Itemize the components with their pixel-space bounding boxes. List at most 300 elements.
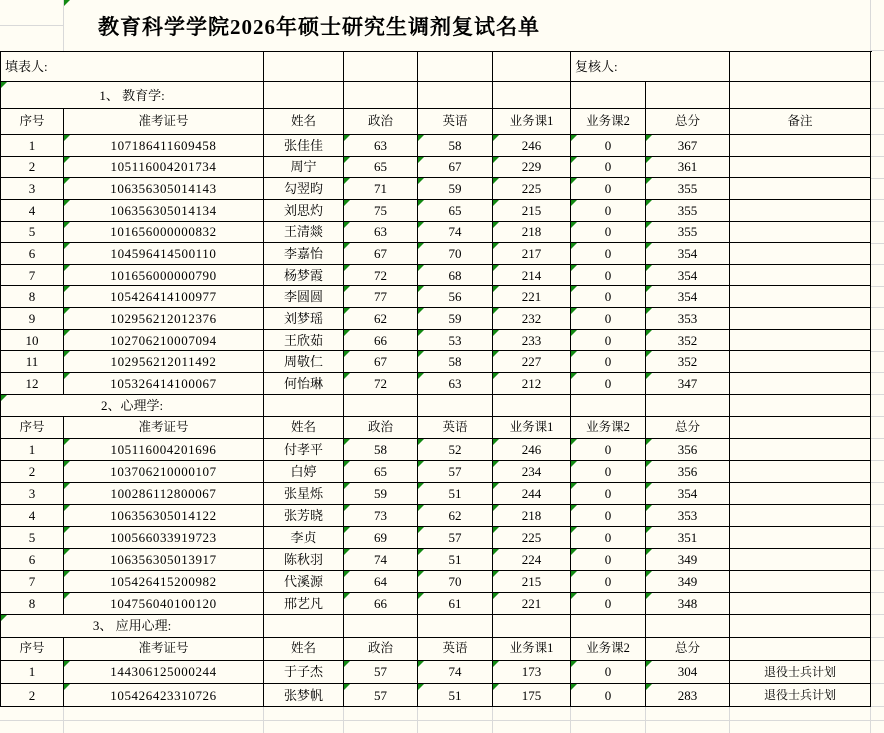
empty-cell[interactable] <box>571 395 646 417</box>
english-score-cell[interactable] <box>418 527 493 549</box>
course2-score-cell[interactable] <box>571 157 646 179</box>
course2-score-cell[interactable] <box>571 661 646 684</box>
total-score-cell[interactable] <box>646 571 730 593</box>
column-header-cell[interactable] <box>1 638 64 661</box>
total-score-cell-text: 356 <box>677 441 698 457</box>
remark-cell[interactable] <box>730 265 871 287</box>
course1-score-cell[interactable] <box>493 483 571 505</box>
english-score-cell[interactable] <box>418 265 493 287</box>
english-score-cell[interactable] <box>418 684 493 707</box>
index-cell[interactable] <box>1 527 64 549</box>
column-header-cell[interactable] <box>64 638 264 661</box>
course1-score-cell[interactable] <box>493 351 571 373</box>
course2-score-cell[interactable] <box>571 439 646 461</box>
error-triangle-icon <box>344 461 350 467</box>
error-triangle-icon <box>571 505 577 511</box>
exam-id-cell[interactable] <box>64 222 264 244</box>
course2-score-cell[interactable] <box>571 200 646 222</box>
empty-cell[interactable] <box>646 615 730 638</box>
politics-score-cell[interactable] <box>344 505 418 527</box>
total-score-cell[interactable] <box>646 593 730 615</box>
table-row <box>1 243 872 265</box>
exam-id-cell[interactable] <box>64 351 264 373</box>
name-cell[interactable] <box>264 135 344 157</box>
name-cell[interactable] <box>264 222 344 244</box>
column-header-cell[interactable] <box>646 109 730 135</box>
index-cell[interactable] <box>1 243 64 265</box>
total-score-cell[interactable] <box>646 178 730 200</box>
exam-id-cell[interactable] <box>64 330 264 352</box>
politics-score-cell[interactable] <box>344 200 418 222</box>
course2-score-cell[interactable] <box>571 222 646 244</box>
name-cell[interactable] <box>264 684 344 707</box>
name-cell[interactable] <box>264 461 344 483</box>
exam-id-cell[interactable] <box>64 178 264 200</box>
remark-cell[interactable] <box>730 483 871 505</box>
course2-score-cell[interactable] <box>571 684 646 707</box>
politics-score-cell[interactable] <box>344 308 418 330</box>
course1-score-cell-text: 246 <box>521 441 542 457</box>
remark-cell[interactable] <box>730 373 871 395</box>
index-cell-text: 2 <box>28 687 36 703</box>
exam-id-cell[interactable] <box>64 461 264 483</box>
course1-score-cell[interactable] <box>493 373 571 395</box>
name-cell[interactable] <box>264 571 344 593</box>
remark-cell[interactable] <box>730 505 871 527</box>
exam-id-cell[interactable] <box>64 684 264 707</box>
column-header-cell[interactable] <box>571 417 646 439</box>
politics-score-cell-text: 65 <box>374 159 387 175</box>
name-cell[interactable] <box>264 243 344 265</box>
index-cell[interactable] <box>1 439 64 461</box>
name-cell[interactable] <box>264 330 344 352</box>
total-score-cell-text: 348 <box>677 595 698 611</box>
total-score-cell[interactable] <box>646 661 730 684</box>
empty-cell[interactable] <box>344 82 418 109</box>
course2-score-cell[interactable] <box>571 286 646 308</box>
error-triangle-icon <box>571 308 577 314</box>
politics-score-cell-text: 57 <box>374 687 387 703</box>
course2-score-cell-text: 0 <box>604 441 612 457</box>
course1-score-cell[interactable] <box>493 135 571 157</box>
remark-cell[interactable] <box>730 461 871 483</box>
politics-score-cell[interactable] <box>344 549 418 571</box>
exam-id-cell[interactable] <box>64 135 264 157</box>
remark-cell[interactable] <box>730 286 871 308</box>
index-cell[interactable] <box>1 593 64 615</box>
politics-score-cell[interactable] <box>344 373 418 395</box>
politics-score-cell[interactable] <box>344 222 418 244</box>
error-triangle-icon <box>493 178 499 184</box>
column-header-cell[interactable] <box>493 638 571 661</box>
exam-id-cell[interactable] <box>64 200 264 222</box>
reviewer-label-cell[interactable] <box>571 52 730 82</box>
empty-cell[interactable] <box>264 82 344 109</box>
exam-id-cell[interactable] <box>64 661 264 684</box>
exam-id-cell[interactable] <box>64 571 264 593</box>
total-score-cell[interactable] <box>646 505 730 527</box>
empty-cell[interactable] <box>418 615 493 638</box>
column-header-cell-text: 总分 <box>674 641 700 656</box>
error-triangle-icon <box>493 461 499 467</box>
remark-cell[interactable] <box>730 661 871 684</box>
course2-score-cell-text: 0 <box>604 310 612 326</box>
exam-id-cell-text: 106356305014143 <box>110 181 217 197</box>
empty-cell[interactable] <box>264 52 344 82</box>
empty-cell[interactable] <box>730 52 871 82</box>
column-header-cell-text: 准考证号 <box>138 419 189 434</box>
name-cell[interactable] <box>264 178 344 200</box>
course1-score-cell[interactable] <box>493 308 571 330</box>
course2-score-cell[interactable] <box>571 461 646 483</box>
name-cell[interactable] <box>264 351 344 373</box>
course2-score-cell[interactable] <box>571 373 646 395</box>
index-cell[interactable] <box>1 265 64 287</box>
politics-score-cell[interactable] <box>344 243 418 265</box>
index-cell[interactable] <box>1 351 64 373</box>
politics-score-cell[interactable] <box>344 593 418 615</box>
error-triangle-icon <box>418 461 424 467</box>
exam-id-cell[interactable] <box>64 308 264 330</box>
politics-score-cell[interactable] <box>344 439 418 461</box>
course1-score-cell[interactable] <box>493 286 571 308</box>
politics-score-cell-text: 72 <box>374 267 387 283</box>
total-score-cell[interactable] <box>646 549 730 571</box>
empty-cell[interactable] <box>730 615 871 638</box>
politics-score-cell[interactable] <box>344 178 418 200</box>
course1-score-cell[interactable] <box>493 439 571 461</box>
column-header-cell[interactable] <box>418 109 493 135</box>
course1-score-cell[interactable] <box>493 661 571 684</box>
course1-score-cell[interactable] <box>493 157 571 179</box>
course2-score-cell[interactable] <box>571 351 646 373</box>
index-cell[interactable] <box>1 330 64 352</box>
politics-score-cell[interactable] <box>344 461 418 483</box>
name-cell-text: 李贞 <box>290 529 317 545</box>
course1-score-cell[interactable] <box>493 330 571 352</box>
section-heading-cell[interactable] <box>1 615 264 638</box>
course1-score-cell[interactable] <box>493 684 571 707</box>
total-score-cell[interactable] <box>646 222 730 244</box>
english-score-cell[interactable] <box>418 286 493 308</box>
english-score-cell[interactable] <box>418 157 493 179</box>
empty-cell[interactable] <box>493 615 571 638</box>
politics-score-cell[interactable] <box>344 265 418 287</box>
total-score-cell[interactable] <box>646 286 730 308</box>
name-cell[interactable] <box>264 308 344 330</box>
error-triangle-icon <box>64 178 70 184</box>
english-score-cell[interactable] <box>418 549 493 571</box>
remark-cell[interactable] <box>730 571 871 593</box>
column-header-cell[interactable] <box>344 109 418 135</box>
gridline <box>871 482 884 483</box>
empty-cell[interactable] <box>493 52 571 82</box>
column-header-cell[interactable] <box>646 417 730 439</box>
course2-score-cell[interactable] <box>571 549 646 571</box>
total-score-cell[interactable] <box>646 461 730 483</box>
column-header-cell[interactable] <box>571 109 646 135</box>
english-score-cell[interactable] <box>418 135 493 157</box>
exam-id-cell[interactable] <box>64 157 264 179</box>
column-header-cell[interactable] <box>264 638 344 661</box>
exam-id-cell[interactable] <box>64 243 264 265</box>
course2-score-cell[interactable] <box>571 483 646 505</box>
english-score-cell-text: 70 <box>448 573 462 589</box>
error-triangle-icon <box>64 549 70 555</box>
remark-cell[interactable] <box>730 135 871 157</box>
name-cell[interactable] <box>264 373 344 395</box>
empty-cell[interactable] <box>344 395 418 417</box>
column-header-cell[interactable] <box>1 109 64 135</box>
course1-score-cell[interactable] <box>493 549 571 571</box>
english-score-cell[interactable] <box>418 373 493 395</box>
total-score-cell[interactable] <box>646 265 730 287</box>
english-score-cell[interactable] <box>418 439 493 461</box>
name-cell[interactable] <box>264 439 344 461</box>
index-cell[interactable] <box>1 483 64 505</box>
error-triangle-icon <box>64 222 70 228</box>
remark-cell[interactable] <box>730 200 871 222</box>
table-row <box>1 439 872 461</box>
remark-cell[interactable] <box>730 157 871 179</box>
politics-score-cell[interactable] <box>344 351 418 373</box>
english-score-cell-text: 59 <box>448 310 462 326</box>
total-score-cell[interactable] <box>646 200 730 222</box>
remark-cell[interactable] <box>730 549 871 571</box>
course1-score-cell[interactable] <box>493 178 571 200</box>
english-score-cell[interactable] <box>418 571 493 593</box>
politics-score-cell[interactable] <box>344 286 418 308</box>
exam-id-cell[interactable] <box>64 265 264 287</box>
politics-score-cell[interactable] <box>344 661 418 684</box>
course2-score-cell[interactable] <box>571 265 646 287</box>
course1-score-cell[interactable] <box>493 243 571 265</box>
english-score-cell-text: 65 <box>448 202 462 218</box>
course1-score-cell[interactable] <box>493 505 571 527</box>
english-score-cell-text: 51 <box>448 551 462 567</box>
exam-id-cell[interactable] <box>64 373 264 395</box>
index-cell[interactable] <box>1 684 64 707</box>
english-score-cell[interactable] <box>418 222 493 244</box>
politics-score-cell[interactable] <box>344 330 418 352</box>
course1-score-cell[interactable] <box>493 571 571 593</box>
column-header-cell[interactable] <box>344 417 418 439</box>
remark-cell[interactable] <box>730 351 871 373</box>
name-cell[interactable] <box>264 549 344 571</box>
index-cell[interactable] <box>1 373 64 395</box>
exam-id-cell[interactable] <box>64 593 264 615</box>
english-score-cell-text: 67 <box>448 159 462 175</box>
index-cell[interactable] <box>1 200 64 222</box>
name-cell[interactable] <box>264 505 344 527</box>
column-header-cell[interactable] <box>344 638 418 661</box>
index-cell[interactable] <box>1 178 64 200</box>
total-score-cell[interactable] <box>646 330 730 352</box>
course2-score-cell[interactable] <box>571 505 646 527</box>
name-cell[interactable] <box>264 661 344 684</box>
empty-cell[interactable] <box>418 52 493 82</box>
error-triangle-icon <box>646 135 652 141</box>
course2-score-cell[interactable] <box>571 135 646 157</box>
politics-score-cell[interactable] <box>344 684 418 707</box>
english-score-cell[interactable] <box>418 178 493 200</box>
error-triangle-icon <box>493 286 499 292</box>
index-cell[interactable] <box>1 461 64 483</box>
total-score-cell[interactable] <box>646 351 730 373</box>
total-score-cell[interactable] <box>646 243 730 265</box>
empty-cell[interactable] <box>730 395 871 417</box>
remark-cell[interactable] <box>730 684 871 707</box>
column-header-cell[interactable] <box>730 417 871 439</box>
total-score-cell-text: 355 <box>677 202 698 218</box>
total-score-cell[interactable] <box>646 308 730 330</box>
remark-cell[interactable] <box>730 330 871 352</box>
error-triangle-icon <box>571 549 577 555</box>
name-cell-text: 王欣茹 <box>283 332 323 348</box>
index-cell[interactable] <box>1 135 64 157</box>
remark-cell[interactable] <box>730 439 871 461</box>
column-header-cell[interactable] <box>264 109 344 135</box>
name-cell[interactable] <box>264 483 344 505</box>
index-cell[interactable] <box>1 549 64 571</box>
empty-cell[interactable] <box>730 82 871 109</box>
name-cell[interactable] <box>264 286 344 308</box>
name-cell[interactable] <box>264 200 344 222</box>
index-cell[interactable] <box>1 222 64 244</box>
course2-score-cell[interactable] <box>571 243 646 265</box>
course2-score-cell[interactable] <box>571 330 646 352</box>
english-score-cell[interactable] <box>418 308 493 330</box>
course1-score-cell[interactable] <box>493 222 571 244</box>
exam-id-cell[interactable] <box>64 549 264 571</box>
empty-cell[interactable] <box>264 615 344 638</box>
header-row <box>1 109 872 135</box>
course1-score-cell[interactable] <box>493 593 571 615</box>
exam-id-cell[interactable] <box>64 286 264 308</box>
column-header-cell[interactable] <box>418 417 493 439</box>
politics-score-cell[interactable] <box>344 483 418 505</box>
english-score-cell[interactable] <box>418 461 493 483</box>
column-header-cell[interactable] <box>1 417 64 439</box>
remark-cell[interactable] <box>730 243 871 265</box>
politics-score-cell[interactable] <box>344 135 418 157</box>
index-cell[interactable] <box>1 661 64 684</box>
course2-score-cell[interactable] <box>571 593 646 615</box>
index-cell[interactable] <box>1 308 64 330</box>
total-score-cell[interactable] <box>646 527 730 549</box>
remark-cell[interactable] <box>730 222 871 244</box>
empty-cell[interactable] <box>418 82 493 109</box>
remark-cell[interactable] <box>730 527 871 549</box>
english-score-cell[interactable] <box>418 505 493 527</box>
section-heading-cell[interactable] <box>1 82 264 109</box>
column-header-cell[interactable] <box>64 417 264 439</box>
total-score-cell[interactable] <box>646 439 730 461</box>
column-header-cell[interactable] <box>646 638 730 661</box>
column-header-cell[interactable] <box>264 417 344 439</box>
empty-cell[interactable] <box>493 82 571 109</box>
name-cell[interactable] <box>264 265 344 287</box>
index-cell[interactable] <box>1 571 64 593</box>
total-score-cell[interactable] <box>646 483 730 505</box>
empty-cell[interactable] <box>493 395 571 417</box>
english-score-cell[interactable] <box>418 243 493 265</box>
course2-score-cell[interactable] <box>571 178 646 200</box>
empty-cell[interactable] <box>646 395 730 417</box>
course2-score-cell[interactable] <box>571 527 646 549</box>
english-score-cell[interactable] <box>418 200 493 222</box>
column-header-cell[interactable] <box>730 638 871 661</box>
index-cell[interactable] <box>1 505 64 527</box>
course1-score-cell[interactable] <box>493 461 571 483</box>
english-score-cell[interactable] <box>418 483 493 505</box>
section-heading-row <box>1 395 872 417</box>
english-score-cell[interactable] <box>418 593 493 615</box>
empty-cell[interactable] <box>418 395 493 417</box>
english-score-cell[interactable] <box>418 330 493 352</box>
empty-cell[interactable] <box>646 82 730 109</box>
total-score-cell[interactable] <box>646 135 730 157</box>
column-header-cell[interactable] <box>418 638 493 661</box>
course1-score-cell[interactable] <box>493 527 571 549</box>
error-triangle-icon <box>571 571 577 577</box>
remark-cell[interactable] <box>730 308 871 330</box>
exam-id-cell[interactable] <box>64 527 264 549</box>
error-triangle-icon <box>64 0 70 6</box>
course1-score-cell[interactable] <box>493 265 571 287</box>
exam-id-cell-text: 100566033919723 <box>110 529 217 545</box>
total-score-cell[interactable] <box>646 373 730 395</box>
remark-cell[interactable] <box>730 178 871 200</box>
empty-cell[interactable] <box>344 615 418 638</box>
name-cell[interactable] <box>264 157 344 179</box>
empty-cell[interactable] <box>571 615 646 638</box>
exam-id-cell[interactable] <box>64 439 264 461</box>
section-heading-cell[interactable] <box>1 395 264 417</box>
error-triangle-icon <box>493 243 499 249</box>
column-header-cell[interactable] <box>64 109 264 135</box>
name-cell[interactable] <box>264 593 344 615</box>
politics-score-cell[interactable] <box>344 571 418 593</box>
english-score-cell[interactable] <box>418 661 493 684</box>
empty-cell[interactable] <box>264 395 344 417</box>
empty-cell[interactable] <box>571 82 646 109</box>
name-cell[interactable] <box>264 527 344 549</box>
column-header-cell[interactable] <box>730 109 871 135</box>
course2-score-cell[interactable] <box>571 571 646 593</box>
index-cell[interactable] <box>1 286 64 308</box>
filler-label-cell[interactable] <box>1 52 264 82</box>
politics-score-cell-text: 67 <box>374 246 387 262</box>
column-header-cell[interactable] <box>571 638 646 661</box>
course1-score-cell[interactable] <box>493 200 571 222</box>
total-score-cell[interactable] <box>646 684 730 707</box>
column-header-cell[interactable] <box>493 417 571 439</box>
politics-score-cell[interactable] <box>344 157 418 179</box>
course2-score-cell-text: 0 <box>604 664 612 680</box>
exam-id-cell-text: 105426423310726 <box>110 687 217 703</box>
politics-score-cell[interactable] <box>344 527 418 549</box>
total-score-cell[interactable] <box>646 157 730 179</box>
exam-id-cell[interactable] <box>64 483 264 505</box>
index-cell[interactable] <box>1 157 64 179</box>
exam-id-cell[interactable] <box>64 505 264 527</box>
remark-cell[interactable] <box>730 593 871 615</box>
column-header-cell[interactable] <box>493 109 571 135</box>
english-score-cell[interactable] <box>418 351 493 373</box>
course2-score-cell[interactable] <box>571 308 646 330</box>
empty-cell[interactable] <box>344 52 418 82</box>
